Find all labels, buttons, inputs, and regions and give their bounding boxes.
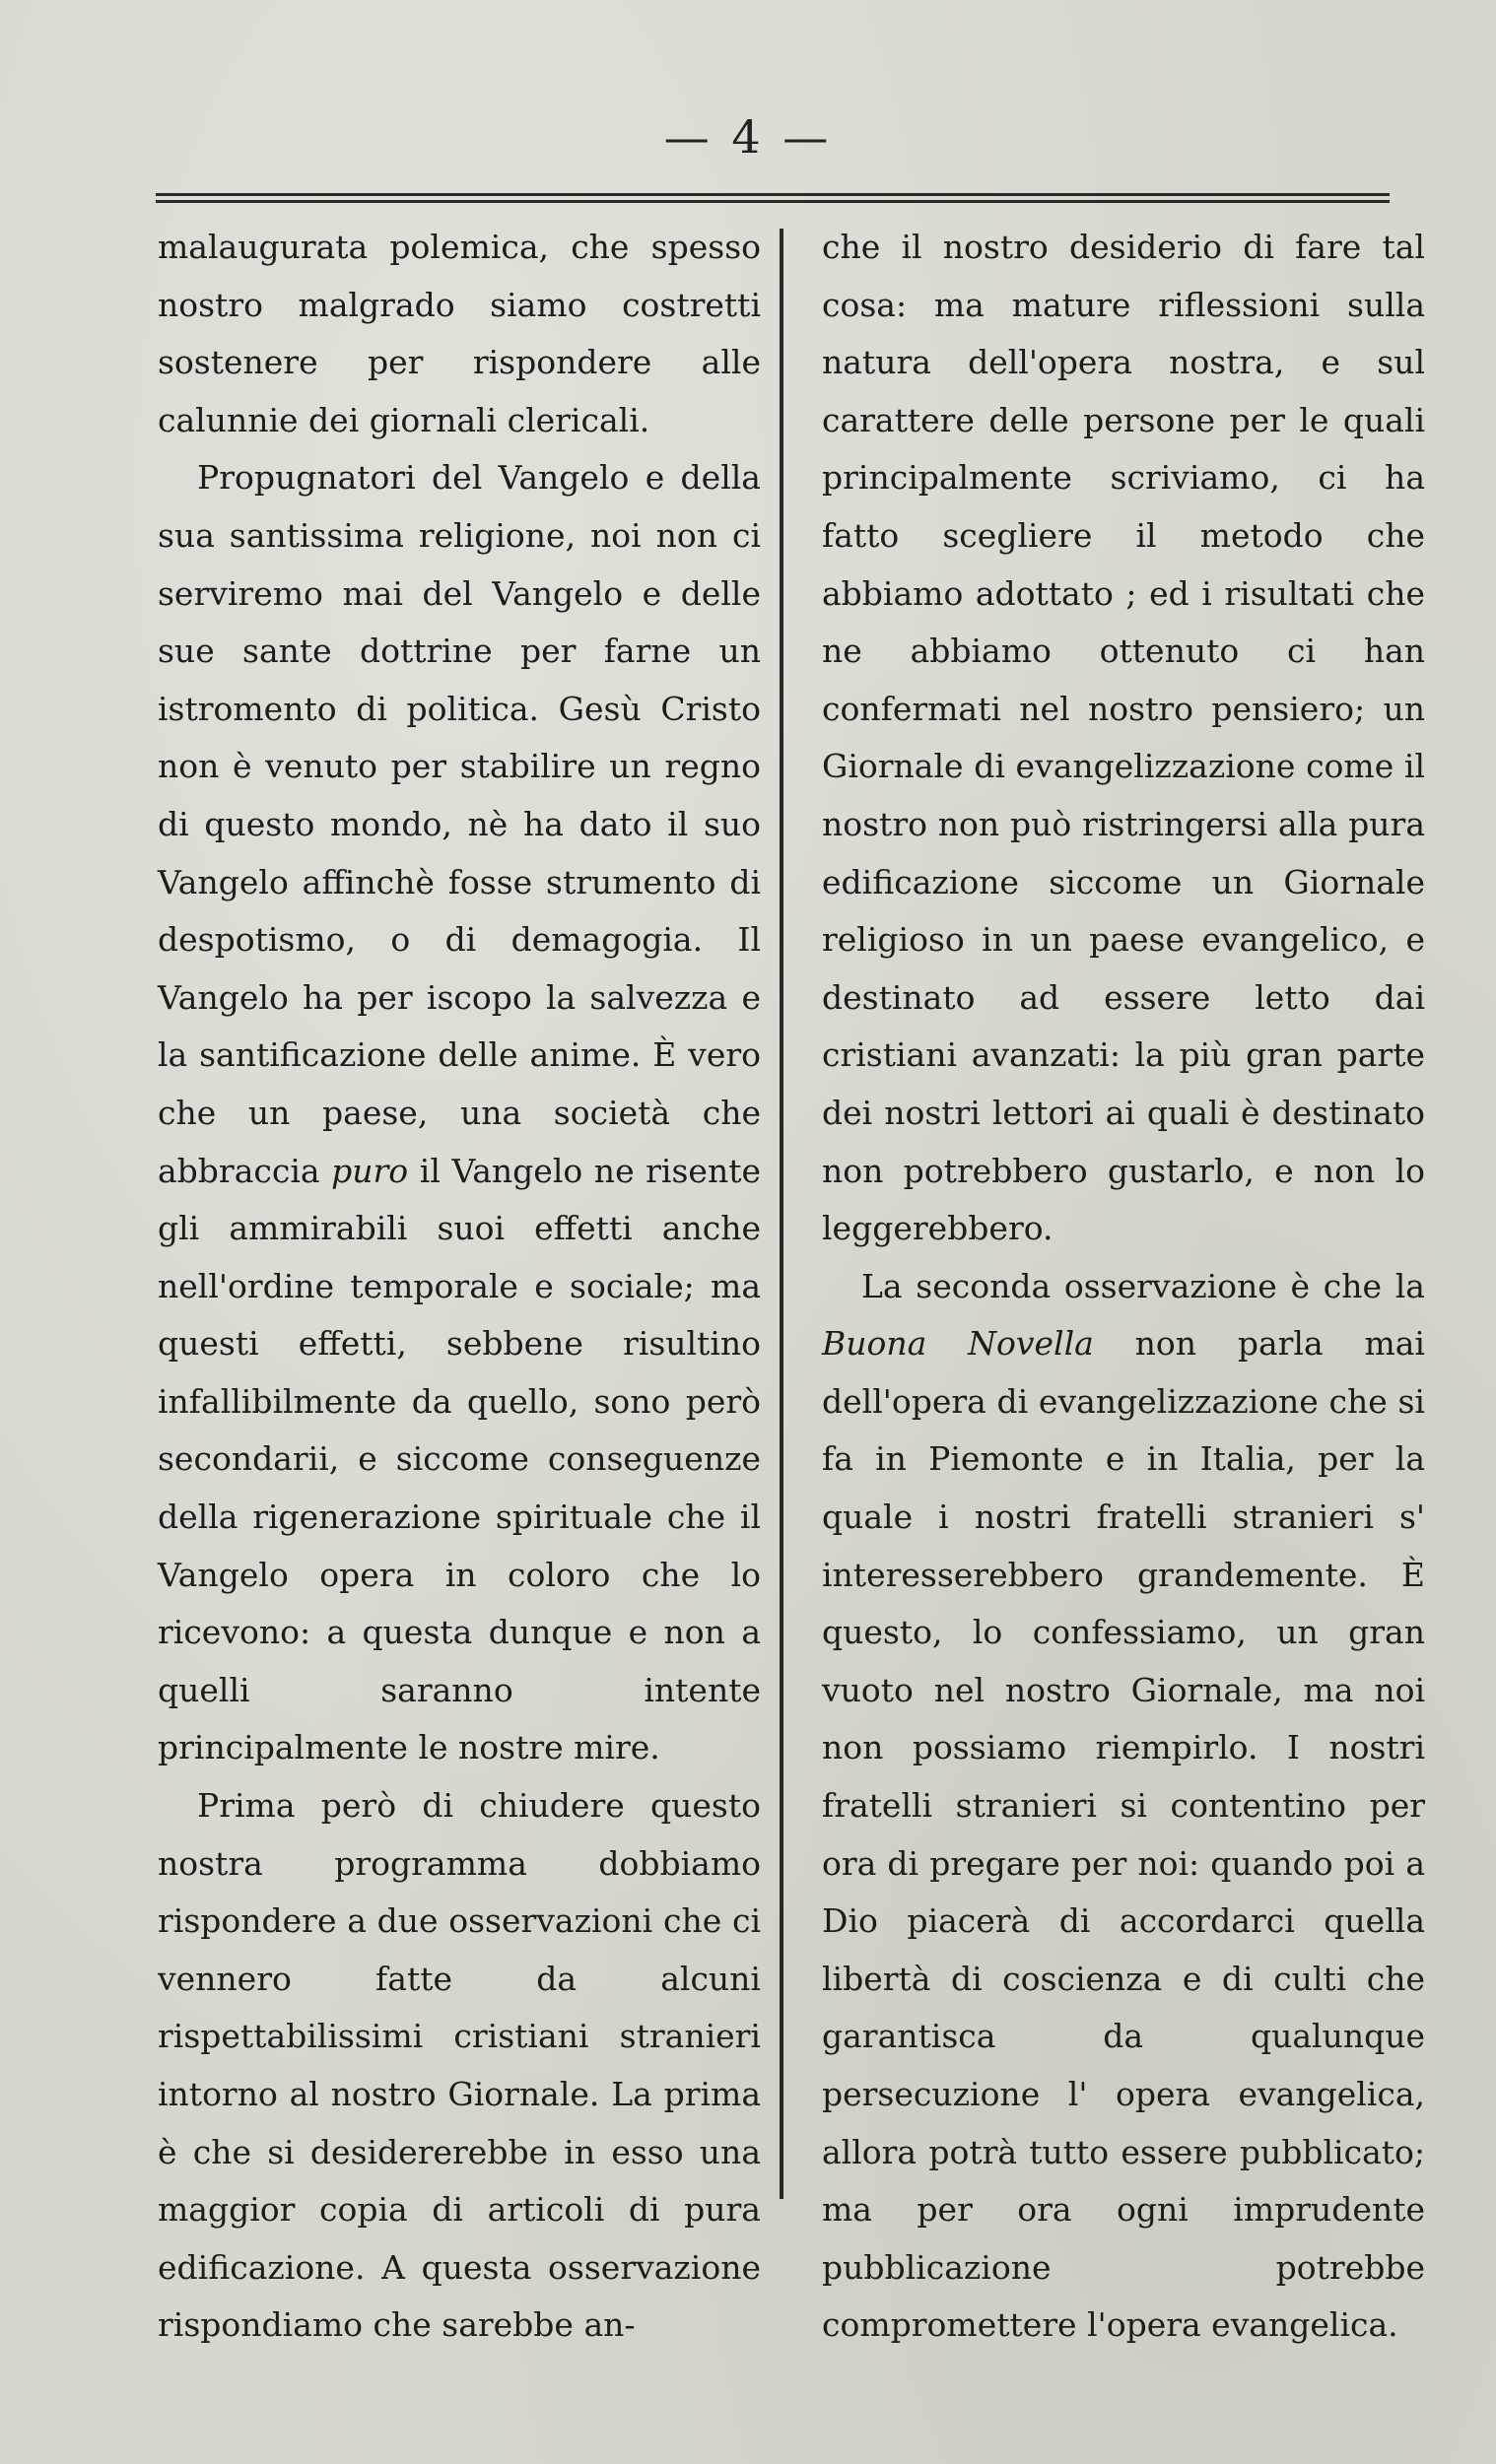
right-paragraph-2-text-b: non parla mai dell'opera di evangelizzazione che si fa in Piemonte e in Italia, per la quale i nostri fratelli stranieri s' interesserebbero grandemente. È questo, lo confessiamo, un gran vuoto nel nostro Giornale, ma noi non possiamo riempirlo. I nostri fratelli stranieri si contentino per ora di pregare per noi: quando poi a Dio piacerà di accordarci quella libertà di coscienza e di culti che garantisca da qualunque persecuzione l' opera evangelica, allora potrà tutto essere pubblicato; ma per ora ogni imprudente pubblicazione potrebbe compromettere l'opera evangelica. bbox=[822, 1324, 1425, 2345]
left-paragraph-3: Prima però di chiudere questo nostra programma dobbiamo rispondere a due osservazioni che ci vennero fatte da alcuni rispettabilissimi cristiani stranieri intorno al nostro Giornale. La prima è che si desidererebbe in esso una maggior copia di articoli di pura edificazione. A questa osservazione rispondiamo che sarebbe an- bbox=[158, 1786, 761, 2345]
left-paragraph-2-text-a: Propugnatori del Vangelo e della sua santissima religione, noi non ci serviremo mai del Vangelo e delle sue sante dottrine per farne un istromento di politica. Gesù Cristo non è venuto per stabilire un regno di questo mondo, nè ha dato il suo Vangelo affinchè fosse strumento di despotismo, o di demagogia. Il Vangelo ha per iscopo la salvezza e la santificazione delle anime. È vero che un paese, una società che abbraccia bbox=[158, 458, 761, 1190]
right-paragraph-1: che il nostro desiderio di fare tal cosa: ma mature riflessioni sulla natura dell'opera nostra, e sul carattere delle persone per le quali principalmente scriviamo, ci ha fatto scegliere il metodo che abbiamo adottato ; ed i risultati che ne abbiamo ottenuto ci han confermati nel nostro pensiero; un Giornale di evangelizzazione come il nostro non può ristringersi alla pura edificazione siccome un Giornale religioso in un paese evangelico, e destinato ad essere letto dai cristiani avanzati: la più gran parte dei nostri lettori ai quali è destinato non potrebbero gustarlo, e non lo leggerebbero. bbox=[822, 228, 1425, 1248]
right-paragraph-2-text-a: La seconda osservazione è che la bbox=[861, 1266, 1425, 1305]
right-paragraph-2 bbox=[822, 1258, 1425, 2355]
page-number: — 4 — bbox=[663, 110, 833, 164]
right-column bbox=[822, 219, 1425, 2355]
left-column bbox=[158, 219, 761, 2355]
left-paragraph-2-text-b: il Vangelo ne risente gli ammirabili suoi effetti anche nell'ordine temporale e sociale; ma questi effetti, sebbene risultino infallibilmente da quello, sono però secondarii, e siccome conseguenze della rigenerazione spirituale che il Vangelo opera in coloro che lo ricevono: a questa dunque e non a quelli saranno intente principalmente le nostre mire. bbox=[158, 1151, 761, 1767]
right-paragraph-2-italic: Buona Novella bbox=[822, 1324, 1094, 1364]
left-paragraph-2-italic: puro bbox=[331, 1151, 409, 1190]
column-divider bbox=[780, 229, 783, 2199]
left-paragraph-2 bbox=[158, 449, 761, 1777]
left-paragraph-1: malaugurata polemica, che spesso nostro malgrado siamo costretti sostenere per rispondere alle calunnie dei giornali clericali. bbox=[158, 228, 761, 439]
header-rule bbox=[156, 193, 1390, 203]
